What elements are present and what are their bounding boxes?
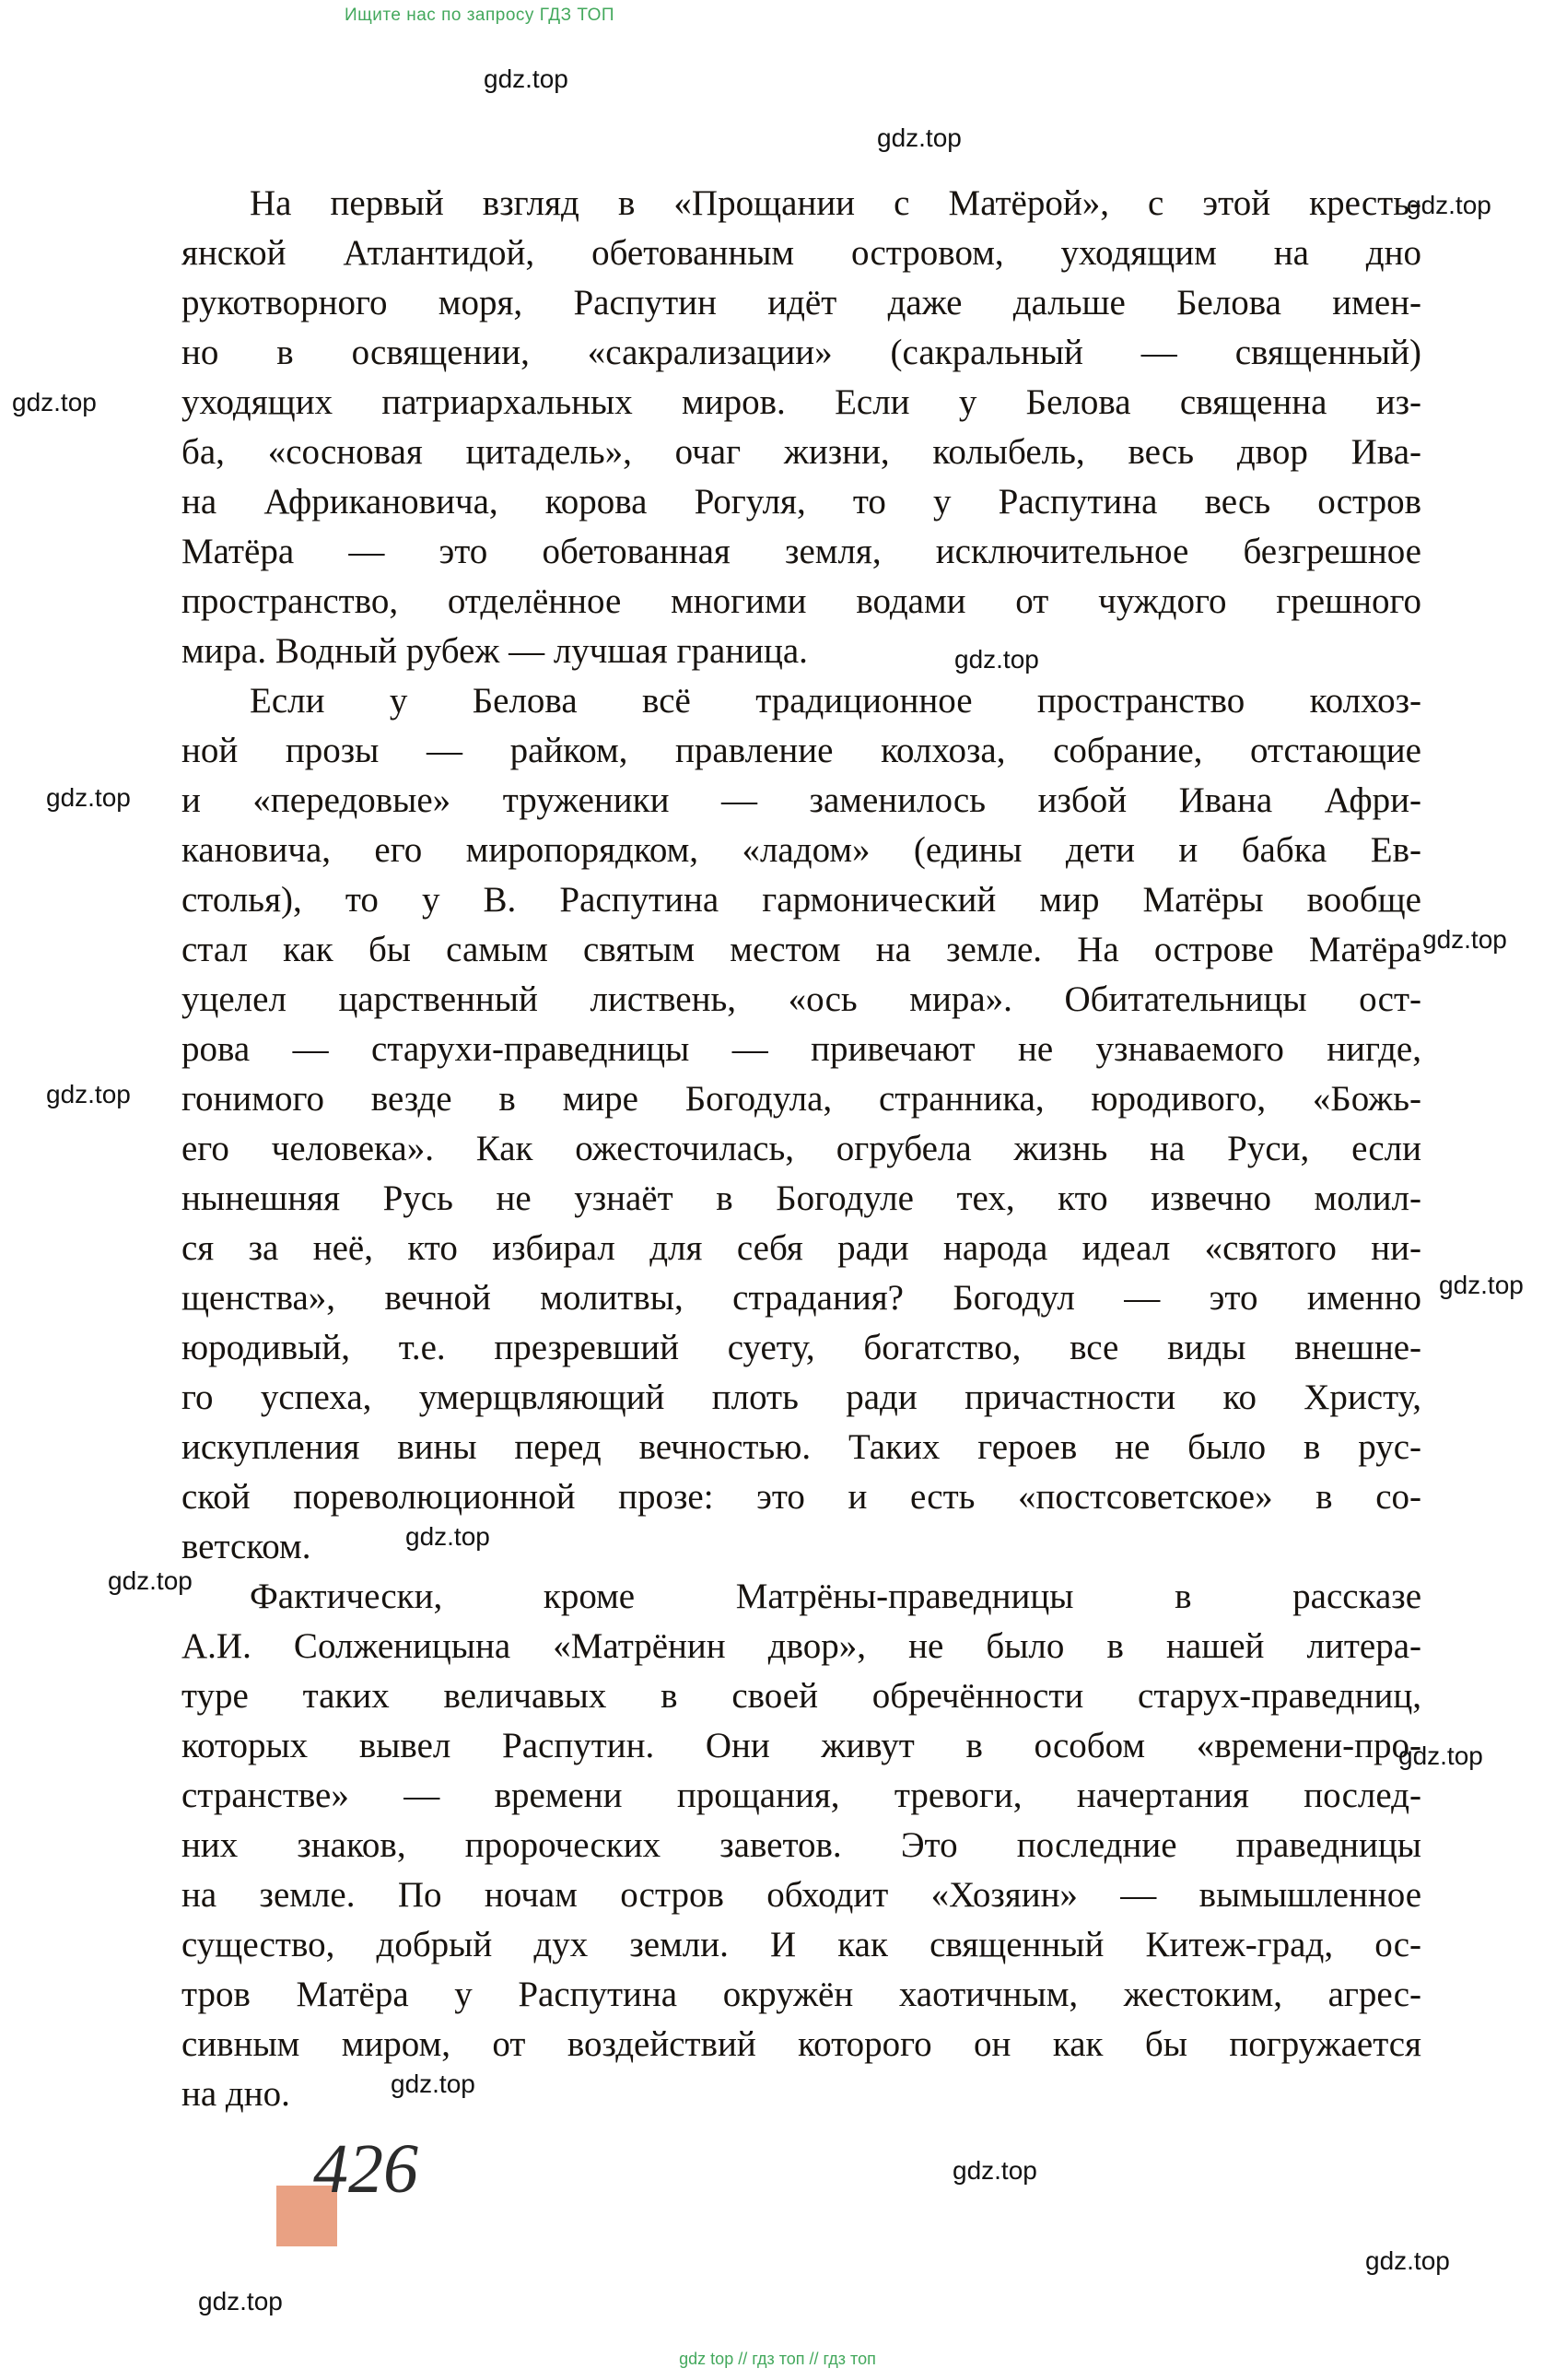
text-line: Матёра — это обетованная земля, исключительное безгрешное: [181, 532, 1421, 571]
text-line: пространство, отделённое многими водами от чуждого грешного: [181, 581, 1421, 621]
body-text: [181, 179, 1421, 2119]
text-line: тров Матёра у Распутина окружён хаотичным, жестоким, агрес-: [181, 1975, 1421, 2014]
text-line: странстве» — времени прощания, тревоги, начертания послед-: [181, 1776, 1421, 1815]
text-line: щенства», вечной молитвы, страдания? Богодул — это именно: [181, 1278, 1421, 1318]
paragraph: [181, 676, 1421, 1572]
paragraph: [181, 179, 1421, 676]
gdz-watermark: gdz.top: [12, 388, 97, 416]
text-line: на земле. По ночам остров обходит «Хозяин» — вымышленное: [181, 1875, 1421, 1915]
gdz-watermark: gdz.top: [46, 783, 131, 812]
gdz-watermark: gdz.top: [877, 123, 962, 152]
text-line: но в освящении, «сакрализации» (сакральный — священный): [181, 333, 1421, 372]
text-line: ветском.: [181, 1527, 311, 1566]
text-line: рукотворного моря, Распутин идёт даже дальше Белова имен-: [181, 283, 1421, 322]
text-line: го успеха, умерщвляющий плоть ради причастности ко Христу,: [181, 1378, 1421, 1417]
gdz-watermark: gdz.top: [198, 2287, 283, 2316]
gdz-watermark: gdz.top: [1398, 1741, 1483, 1770]
text-line: искупления вины перед вечностью. Таких героев не было в рус-: [181, 1427, 1421, 1467]
gdz-watermark: gdz.top: [954, 645, 1039, 674]
text-line: сивным миром, от воздействий которого он как бы погружается: [181, 2024, 1421, 2064]
gdz-watermark: gdz.top: [1407, 191, 1491, 219]
page-number: 426: [313, 2130, 418, 2208]
gdz-watermark: gdz.top: [1439, 1271, 1524, 1299]
gdz-watermark: gdz.top: [108, 1566, 193, 1595]
text-line: уцелел царственный листвень, «ось мира». Обитательницы ост-: [181, 979, 1421, 1019]
text-line: янской Атлантидой, обетованным островом, уходящим на дно: [181, 233, 1421, 273]
top-promo-note: Ищите нас по запросу ГДЗ ТОП: [345, 6, 615, 25]
text-line: на дно.: [181, 2074, 290, 2114]
gdz-watermark: gdz.top: [484, 64, 568, 93]
text-line: столья), то у В. Распутина гармонический мир Матёры вообще: [181, 880, 1421, 920]
text-line: кановича, его миропорядком, «ладом» (едины дети и бабка Ев-: [181, 830, 1421, 870]
text-line: ской пореволюционной прозе: это и есть «постсоветское» в со-: [181, 1477, 1421, 1517]
gdz-watermark: gdz.top: [405, 1522, 490, 1551]
paragraph: [181, 1572, 1421, 2119]
text-line: уходящих патриархальных миров. Если у Белова священна из-: [181, 382, 1421, 422]
gdz-watermark: gdz.top: [953, 2156, 1037, 2185]
gdz-watermark: gdz.top: [46, 1080, 131, 1108]
text-line: На первый взгляд в «Прощании с Матёрой», с этой кресть-: [250, 183, 1421, 223]
text-line: Фактически, кроме Матрёны-праведницы в рассказе: [250, 1577, 1421, 1616]
gdz-watermark: gdz.top: [1422, 925, 1507, 954]
text-line: Если у Белова всё традиционное пространство колхоз-: [250, 681, 1421, 721]
text-line: на Африкановича, корова Рогуля, то у Распутина весь остров: [181, 482, 1421, 522]
bottom-promo-note: gdz top // гдз топ // гдз топ: [679, 2350, 876, 2368]
text-line: и «передовые» труженики — заменилось избой Ивана Афри-: [181, 780, 1421, 820]
text-line: туре таких величавых в своей обречённости старух-праведниц,: [181, 1676, 1421, 1716]
text-line: ба, «сосновая цитадель», очаг жизни, колыбель, весь двор Ива-: [181, 432, 1421, 472]
text-line: рова — старухи-праведницы — привечают не узнаваемого нигде,: [181, 1029, 1421, 1069]
text-line: его человека». Как ожесточилась, огрубела жизнь на Руси, если: [181, 1129, 1421, 1168]
text-line: стал как бы самым святым местом на земле. На острове Матёра: [181, 930, 1421, 969]
text-line: А.И. Солженицына «Матрёнин двор», не было в нашей литера-: [181, 1626, 1421, 1666]
text-line: ной прозы — райком, правление колхоза, собрание, отстающие: [181, 731, 1421, 770]
text-line: нынешняя Русь не узнаёт в Богодуле тех, кто извечно молил-: [181, 1178, 1421, 1218]
text-line: мира. Водный рубеж — лучшая граница.: [181, 631, 808, 671]
text-line: ся за неё, кто избирал для себя ради народа идеал «святого ни-: [181, 1228, 1421, 1268]
gdz-watermark: gdz.top: [1365, 2246, 1450, 2275]
gdz-watermark: gdz.top: [391, 2069, 475, 2098]
text-line: них знаков, пророческих заветов. Это последние праведницы: [181, 1825, 1421, 1865]
text-line: гонимого везде в мире Богодула, странника, юродивого, «Божь-: [181, 1079, 1421, 1119]
text-line: которых вывел Распутин. Они живут в особом «времени-про-: [181, 1726, 1421, 1765]
text-line: существо, добрый дух земли. И как священный Китеж-град, ос-: [181, 1925, 1421, 1964]
text-line: юродивый, т.е. презревший суету, богатство, все виды внешне-: [181, 1328, 1421, 1367]
